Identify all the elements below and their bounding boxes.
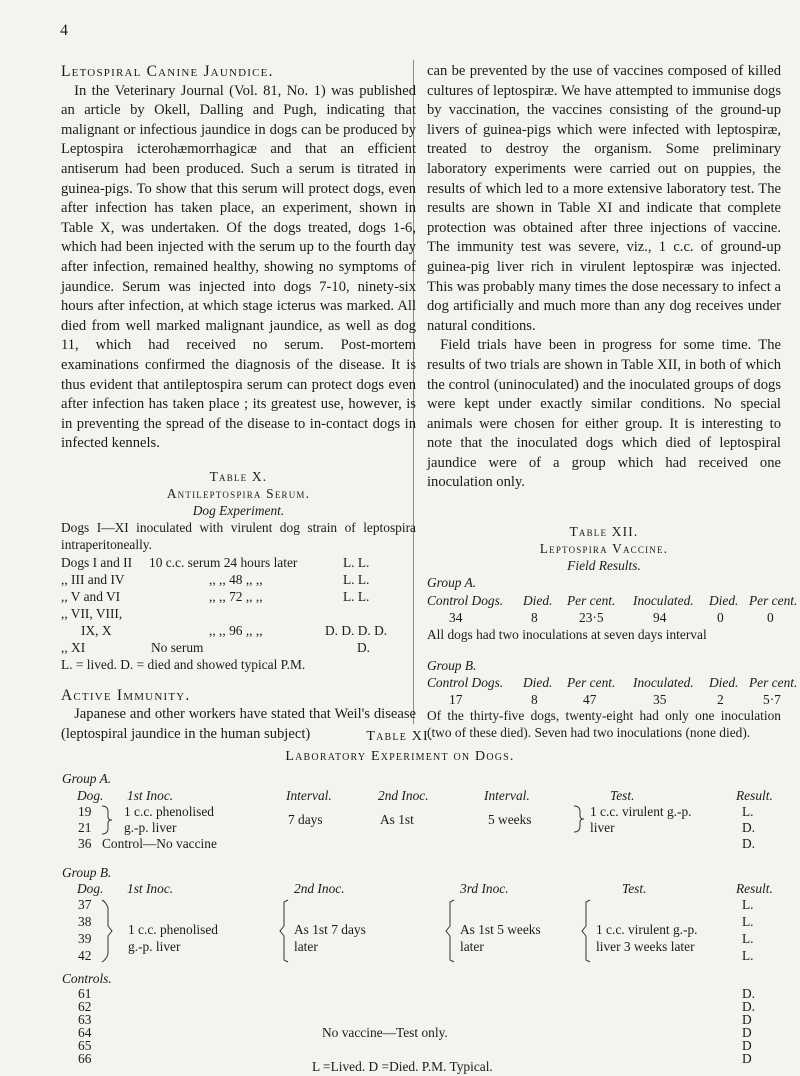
- column-header: Test.: [622, 881, 647, 896]
- result: D: [742, 1025, 752, 1040]
- group-a-label: Group A.: [427, 575, 477, 591]
- table-xii-subtitle: Leptospira Vaccine.: [539, 541, 669, 557]
- result: D.: [742, 999, 756, 1014]
- table-xi-subtitle: Laboratory Experiment on Dogs.: [285, 749, 515, 764]
- table-row: ,, III and IV ,, ,, 48 ,, ,, L. L.: [61, 571, 370, 587]
- result: D: [742, 1038, 752, 1053]
- dog-number: 36: [78, 836, 92, 851]
- column-header: Result.: [736, 881, 773, 896]
- column-header: 3rd Inoc.: [460, 881, 509, 896]
- table-xi-title: Table XI.: [366, 729, 434, 744]
- table-x-legend: L. = lived. D. = died and showed typical P.M.: [61, 656, 306, 672]
- dog-number: 39: [78, 931, 92, 946]
- brace-icon: [578, 898, 592, 964]
- section-heading: Active Immunity.: [61, 686, 191, 704]
- brace-icon: [100, 804, 114, 836]
- group-a-label: Group A.: [62, 771, 112, 786]
- table-row: 17 8 47 35 2 5·7: [449, 692, 781, 708]
- test: 1 c.c. virulent g.-p.: [596, 922, 698, 937]
- second-inoc: As 1st 7 days: [294, 922, 366, 937]
- dog-number: 21: [78, 820, 92, 835]
- interval: 5 weeks: [488, 812, 532, 827]
- table-xii: [427, 591, 798, 708]
- table-xii-caption: Field Results.: [567, 558, 641, 574]
- second-inoc: later: [294, 939, 318, 954]
- group-b-label: Group B.: [62, 865, 112, 880]
- first-inoc: g.-p. liver: [124, 820, 177, 835]
- column-header: Result.: [736, 788, 773, 803]
- first-inoc: 1 c.c. phenolised: [124, 804, 214, 819]
- brace-icon: [100, 898, 116, 964]
- paragraph: can be prevented by the use of vaccines composed of killed cultures of leptospiræ. We have attempted to immunise dogs by vaccination, the vaccines consisting of the ground-up livers of guinea-pigs which were infected with leptospiræ, treated to destroy the organism. Some preliminary laboratory experiments were carried out on puppies, the results of which led to a more extensive laboratory test. The results are shown in Table XI and indicate that complete protection was obtained after three injections of vaccine. The immunity test was severe, viz., 1 c.c. of ground-up guinea-pig liver rich in virulent leptospiræ was injected. This was probably many times the dose necessary to infect a dog artificially and much more than any dog receives under natural conditions.: [427, 63, 781, 334]
- paragraph: Japanese and other workers have stated that Weil's disease (leptospiral jaundice in the human subject): [61, 706, 416, 743]
- table-note: Of the thirty-five dogs, twenty-eight had only one inoculation (two of these died). Seven had two inoculations (none died).: [427, 708, 781, 741]
- first-inoc: Control—No vaccine: [102, 836, 217, 851]
- column-header: Test.: [610, 788, 635, 803]
- table-row: ,, XI No serum D.: [61, 639, 371, 655]
- table-note: All dogs had two inoculations at seven days interval: [427, 627, 707, 643]
- table-row: 34 8 23·5 94 0 0: [449, 610, 774, 626]
- result: D: [742, 1051, 752, 1066]
- brace-icon: [276, 898, 290, 964]
- table-row: ,, VII, VIII,: [61, 605, 123, 621]
- dog-number: 63: [78, 1012, 92, 1027]
- table-x: [61, 553, 416, 672]
- section-heading: Letospiral Canine Jaundice.: [61, 63, 274, 80]
- right-column: [427, 62, 798, 741]
- third-inoc: later: [460, 939, 484, 954]
- dog-number: 65: [78, 1038, 92, 1053]
- table-header-row: Control Dogs. Died. Per cent. Inoculated. Died. Per cent.: [427, 675, 798, 691]
- table-x-title: Table X.: [209, 468, 268, 484]
- table-row: IX, X ,, ,, 96 ,, ,, D. D. D. D.: [81, 622, 388, 638]
- result: D.: [742, 820, 756, 835]
- table-x-subtitle: Antileptospira Serum.: [166, 485, 311, 501]
- left-column: [61, 62, 416, 745]
- paragraph: In the Veterinary Journal (Vol. 81, No. 1) was published an article by Okell, Dalling and Pugh, indicating that malignant or infectious jaundice in dogs can be produced by Leptospira icterohæmorrhagicæ and that an efficient antiserum had been produced. Such a serum is titrated in guinea-pigs. To show that this serum will protect dogs, even after infection has taken place, an experiment, shown in Table X, was undertaken. Of the dogs treated, dogs 1-6, which had been injected with the serum up to the fourth day after infection, remained healthy, showing no symptoms of jaundice. Serum was injected into dogs 7-10, ninety-six hours after infection, at which stage icterus was marked. All died from well marked malignant jaundice, as well as dog 11, which had received no serum. Post-mortem examinations confirmed the diagnosis of the disease. It is thus evident that antileptospira serum can protect dogs even after infection has taken place ; its greatest use, however, is in preventing the spread of the disease to in-contact dogs in infected kennels.: [61, 82, 416, 452]
- second-inoc: As 1st: [380, 812, 414, 827]
- test: liver 3 weeks later: [596, 939, 695, 954]
- test: 1 c.c. virulent g.-p.: [590, 804, 692, 819]
- column-header: 2nd Inoc.: [294, 881, 345, 896]
- first-inoc: g.-p. liver: [128, 939, 181, 954]
- paragraph: Field trials have been in progress for some time. The results of two trials are shown in Table XII, in both of which the control (uninoculated) and the inoculated groups of dogs were kept under exactly similar conditions. No special animals were chosen for either group. It is interesting to note that the inoculated dogs which died of leptospiral jaundice were of a group which had received one inoculation only.: [427, 337, 781, 491]
- column-header: 2nd Inoc.: [378, 788, 429, 803]
- result: L.: [742, 931, 754, 946]
- dog-number: 38: [78, 914, 92, 929]
- result: D.: [742, 836, 756, 851]
- table-xi-legend: L =Lived. D =Died. P.M. Typical.: [312, 1059, 493, 1074]
- dog-number: 64: [78, 1025, 92, 1040]
- result: D.: [742, 986, 756, 1001]
- table-row: ,, V and VI ,, ,, 72 ,, ,, L. L.: [61, 588, 370, 604]
- dog-number: 19: [78, 804, 92, 819]
- brace-icon: [442, 898, 456, 964]
- interval: 7 days: [288, 812, 323, 827]
- dog-number: 42: [78, 948, 92, 963]
- dog-number: 62: [78, 999, 92, 1014]
- column-header: Interval.: [484, 788, 530, 803]
- column-header: 1st Inoc.: [127, 788, 174, 803]
- controls-label: Controls.: [62, 971, 112, 986]
- first-inoc: 1 c.c. phenolised: [128, 922, 218, 937]
- result: L.: [742, 804, 754, 819]
- result: L.: [742, 914, 754, 929]
- table-xii-title: Table XII.: [569, 524, 639, 540]
- dog-number: 61: [78, 986, 92, 1001]
- table-row: Dogs I and II 10 c.c. serum 24 hours later L. L.: [61, 554, 370, 570]
- column-header: Dog.: [77, 881, 104, 896]
- result: L.: [742, 948, 754, 963]
- dog-number: 66: [78, 1051, 92, 1066]
- brace-icon: [572, 804, 586, 834]
- group-b-label: Group B.: [427, 658, 477, 674]
- column-header: Dog.: [77, 788, 104, 803]
- table-x-caption: Dog Experiment.: [192, 502, 285, 518]
- table-x-intro: Dogs I—XI inoculated with virulent dog strain of leptospira intraperitoneally.: [61, 519, 416, 552]
- column-header: 1st Inoc.: [127, 881, 174, 896]
- result: L.: [742, 897, 754, 912]
- page-number: 4: [60, 22, 68, 39]
- dog-number: 37: [78, 897, 92, 912]
- column-header: Interval.: [286, 788, 332, 803]
- table-header-row: Control Dogs. Died. Per cent. Inoculated. Died. Per cent.: [427, 593, 798, 609]
- third-inoc: As 1st 5 weeks: [460, 922, 541, 937]
- test: liver: [590, 820, 615, 835]
- result: D: [742, 1012, 752, 1027]
- controls-note: No vaccine—Test only.: [322, 1025, 448, 1040]
